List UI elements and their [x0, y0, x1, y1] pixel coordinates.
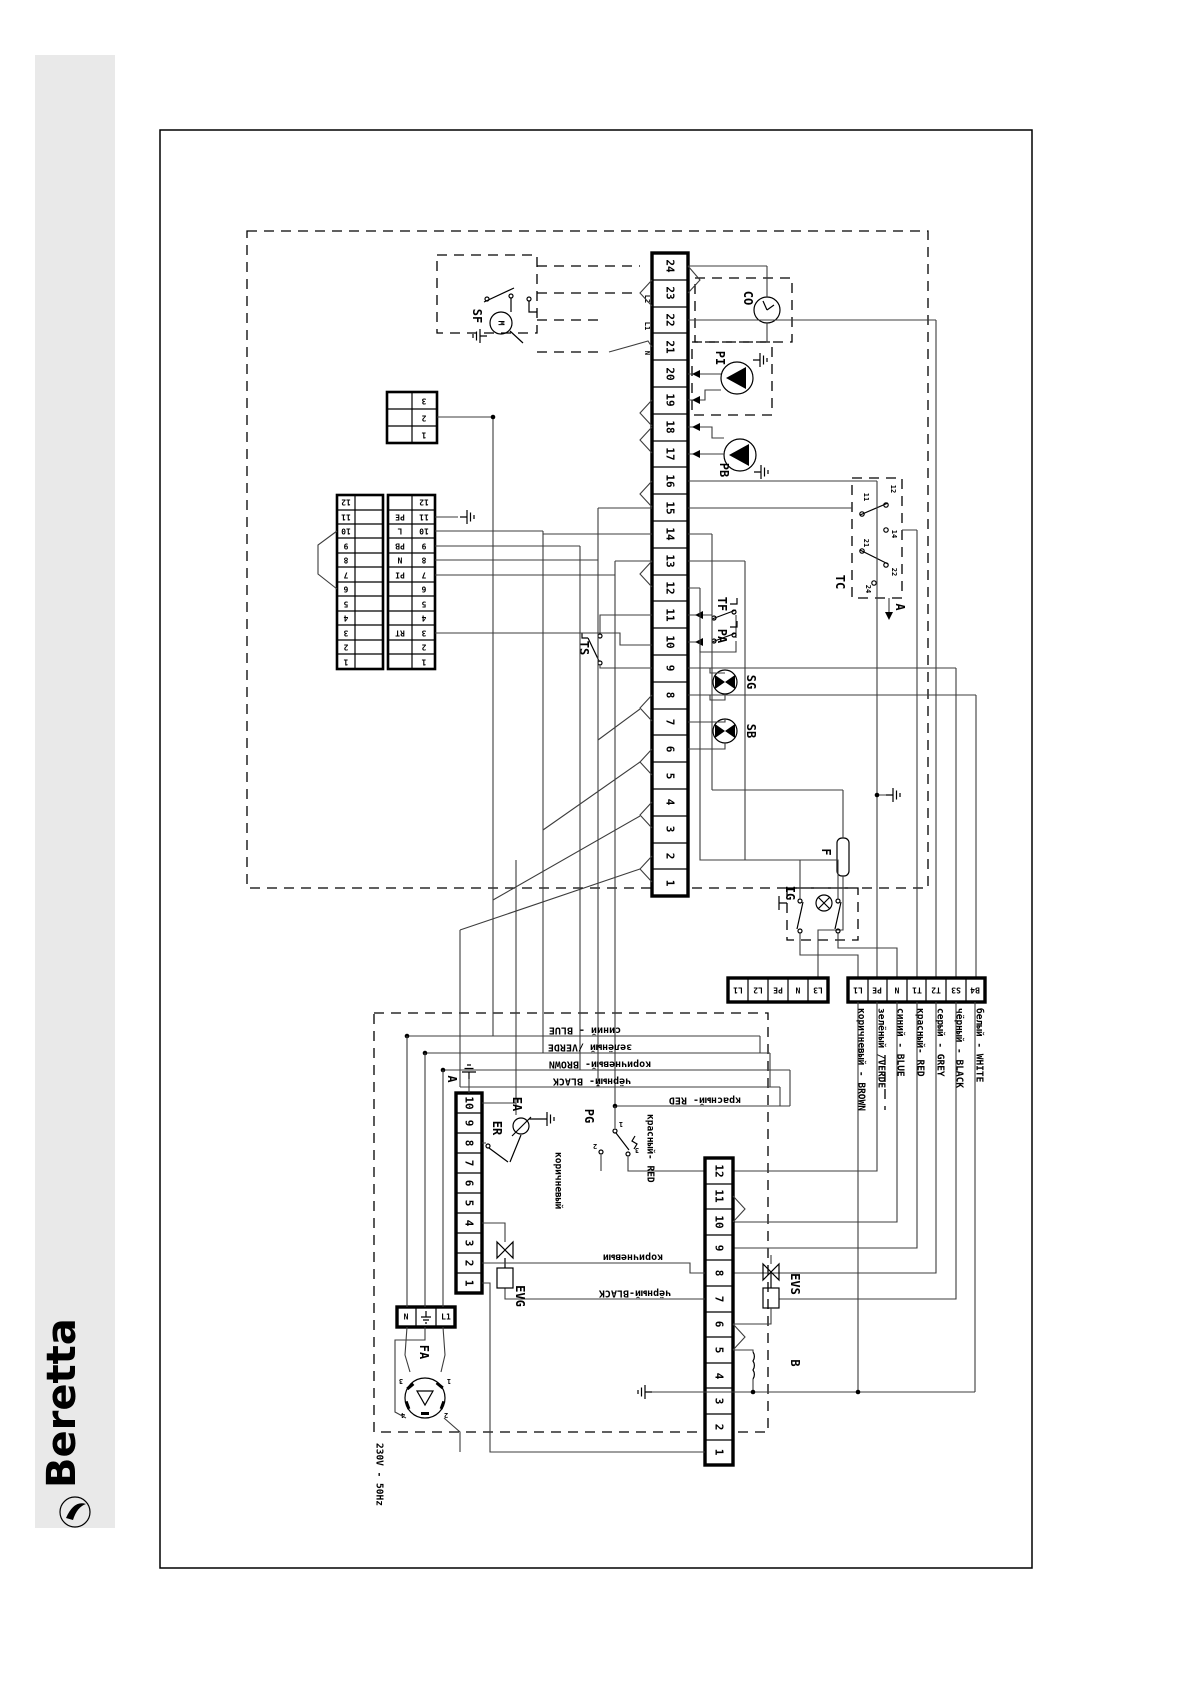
terminal-number: 5: [462, 1199, 476, 1207]
terminal-number: 10: [663, 635, 677, 649]
component-label: EVG: [513, 1285, 527, 1307]
connector-pin: 9: [421, 541, 427, 551]
connector-pin: 10: [419, 526, 429, 536]
terminal-number: 5: [712, 1346, 726, 1354]
wire-colour-note: красный- RED: [668, 1094, 742, 1106]
component-label: FA: [417, 1344, 431, 1360]
terminal-number: 19: [663, 393, 677, 407]
mains-terminal: L3: [813, 985, 823, 995]
pg-pin: 1: [618, 1120, 624, 1128]
tc-pin: 12: [889, 484, 897, 494]
component-label: F: [819, 848, 833, 856]
component-label: PI: [713, 350, 727, 366]
component-label: CO: [741, 290, 755, 306]
connector-pin-label: PB: [395, 541, 405, 551]
tc-pin: 24: [864, 584, 872, 594]
connector-pin-label: PE: [395, 512, 405, 522]
terminal-number: 3: [712, 1397, 726, 1405]
terminal-number: 4: [712, 1372, 726, 1380]
connector-pin: 5: [343, 599, 349, 609]
wire-colour-note: коричневыи: [602, 1251, 664, 1263]
terminal-number: 8: [663, 691, 677, 699]
connector-pin: 11: [341, 512, 351, 522]
terminal-number: 4: [663, 798, 677, 806]
terminal-number: 9: [663, 664, 677, 672]
connector-pin: 7: [343, 570, 349, 580]
tc-pin: 22: [890, 567, 898, 577]
component-label: ER: [490, 1120, 504, 1136]
mains-terminal: L1: [733, 985, 743, 995]
terminal-number: 21: [663, 340, 677, 354]
mains-rating: 230V - 50Hz: [373, 1443, 385, 1506]
terminal-number: 4: [462, 1219, 476, 1227]
fa-pin: 3: [398, 1377, 404, 1385]
component-label: B: [788, 1359, 802, 1367]
mains-terminal: L2: [753, 985, 763, 995]
terminal-number: 3: [663, 825, 677, 833]
supply-tag: N: [643, 350, 651, 356]
terminal-number: 15: [663, 501, 677, 515]
wire-colour-label: синий - BLUE: [894, 1008, 906, 1077]
fa-pin: 4: [400, 1411, 406, 1419]
terminal-number: 10: [712, 1215, 726, 1229]
terminal-number: 8: [462, 1139, 476, 1147]
connector-pin-label: PI: [395, 570, 405, 580]
component-label: PA: [715, 628, 729, 644]
fa-pin: 2: [443, 1411, 449, 1419]
mains-terminal: T2: [931, 985, 941, 995]
terminal-number: 1: [712, 1448, 726, 1456]
mains-terminal: PE: [773, 985, 783, 995]
wire-colour-note: зелёный /VERDE: [547, 1041, 633, 1053]
component-label: IG: [783, 885, 797, 901]
connector-pin: 2: [421, 642, 427, 652]
terminal-number: 11: [712, 1189, 726, 1203]
terminal-number: 24: [663, 259, 677, 273]
terminal-number: 5: [663, 772, 677, 780]
terminal-number: 22: [663, 313, 677, 327]
terminal-number: 7: [712, 1295, 726, 1303]
terminal-number: 9: [712, 1244, 726, 1252]
terminal-number: 1: [663, 879, 677, 887]
mains-terminal: N: [795, 985, 801, 995]
terminal-number: 9: [462, 1119, 476, 1127]
wire-colour-label: коричневый - BROWN: [855, 1008, 867, 1111]
terminal-number: 23: [663, 286, 677, 300]
component-label: TS: [577, 640, 591, 656]
wire-colour-label: белый - WHITE: [973, 1008, 985, 1083]
pg-pin: 2: [592, 1142, 598, 1150]
component-label: EVS: [788, 1273, 802, 1295]
plug-terminal: L1: [441, 1312, 451, 1322]
component-label: PG: [582, 1108, 596, 1124]
connector-pin: 3: [421, 396, 427, 406]
connector-pin-label: N: [397, 555, 403, 565]
wire-colour-label: серый - GREY: [934, 1008, 946, 1077]
motor-m: M: [496, 320, 506, 326]
terminal-number: 3: [462, 1239, 476, 1247]
component-label: SF: [470, 308, 484, 324]
wire-colour-note: чёрный- BLACK: [552, 1075, 632, 1087]
terminal-number: 10: [462, 1096, 476, 1110]
connector-pin: 8: [421, 555, 427, 565]
connector-pin-label: RT: [395, 628, 405, 638]
terminal-number: 16: [663, 474, 677, 488]
terminal-number: 6: [663, 745, 677, 753]
mains-terminal: S3: [951, 985, 961, 995]
connector-pin: 3: [343, 628, 349, 638]
terminal-number: 2: [712, 1423, 726, 1431]
wire-colour-label: коричневый: [552, 1152, 564, 1210]
terminal-number: 11: [663, 608, 677, 622]
component-label: TF: [715, 596, 729, 612]
component-label: A: [893, 603, 907, 611]
terminal-number: 2: [663, 852, 677, 860]
connector-pin: 7: [421, 570, 427, 580]
supply-tag: L1: [643, 321, 651, 331]
terminal-number: 7: [663, 718, 677, 726]
connector-pin: 6: [421, 584, 427, 594]
wire-colour-label: чёрный - BLACK: [953, 1008, 965, 1089]
terminal-number: 6: [712, 1320, 726, 1328]
wire-colour-label: красный- RED: [644, 1114, 656, 1183]
terminal-number: 1: [462, 1279, 476, 1287]
mains-terminal: B4: [970, 985, 980, 995]
tc-pin: 11: [862, 492, 870, 502]
plug-terminal: N: [403, 1312, 409, 1322]
connector-pin: 12: [419, 497, 429, 507]
connector-pin: 6: [343, 584, 349, 594]
terminal-number: 12: [663, 581, 677, 595]
terminal-number: 2: [462, 1259, 476, 1267]
diagram-frame: [160, 130, 1032, 1568]
mains-terminal: T1: [912, 985, 922, 995]
terminal-number: 6: [462, 1179, 476, 1187]
connector-pin-label: L: [397, 526, 403, 536]
terminal-number: 7: [462, 1159, 476, 1167]
supply-tag: L2: [643, 294, 651, 304]
pg-pin: 3: [634, 1146, 640, 1154]
wire-colour-label: красный- RED: [914, 1008, 926, 1077]
wire-colour-note: коричневый- BROWN: [548, 1058, 652, 1070]
connector-pin: 5: [421, 599, 427, 609]
wire-colour-label: зелёный /VERDE: [875, 1008, 887, 1089]
terminal-number: 12: [712, 1164, 726, 1178]
connector-pin: 1: [421, 657, 427, 667]
terminal-number: 14: [663, 527, 677, 541]
terminal-number: 13: [663, 554, 677, 568]
terminal-number: 20: [663, 367, 677, 381]
connector-pin: 8: [343, 555, 349, 565]
terminal-number: 17: [663, 447, 677, 461]
connector-pin: 1: [421, 430, 427, 440]
component-label: TC: [833, 574, 847, 590]
connector-pin: 2: [343, 642, 349, 652]
sidebar-band: [35, 55, 115, 1528]
tc-pin: 21: [862, 538, 870, 548]
component-label: A: [445, 1075, 459, 1083]
connector-pin: 9: [343, 541, 349, 551]
wire-colour-note: синий - BLUE: [548, 1024, 622, 1036]
terminal-number: 18: [663, 420, 677, 434]
mains-terminal: L1: [853, 985, 863, 995]
terminal-number: 8: [712, 1269, 726, 1277]
wire-colour-note: чёрный-BLACK: [598, 1287, 672, 1299]
connector-pin: 10: [341, 526, 351, 536]
mains-strip-5: [728, 978, 828, 1002]
tc-pin: 14: [890, 529, 898, 539]
connector-pin: 4: [343, 613, 349, 623]
connector-pin: 11: [419, 512, 429, 522]
brand-name: Beretta: [39, 1318, 85, 1488]
mains-terminal: PE: [872, 985, 882, 995]
connector-pin: 1: [343, 657, 349, 667]
connector-pin: 3: [421, 628, 427, 638]
component-label: PB: [717, 462, 731, 478]
connector-pin: 4: [421, 613, 427, 623]
mains-terminal: N: [894, 985, 900, 995]
connector-pin: 2: [421, 413, 427, 423]
component-label: SG: [744, 674, 758, 690]
component-label: EA: [510, 1096, 524, 1112]
connector-pin: 12: [341, 497, 351, 507]
mains-strip-7: [848, 978, 985, 1002]
component-label: SB: [744, 723, 758, 739]
fa-pin: 1: [446, 1377, 452, 1385]
